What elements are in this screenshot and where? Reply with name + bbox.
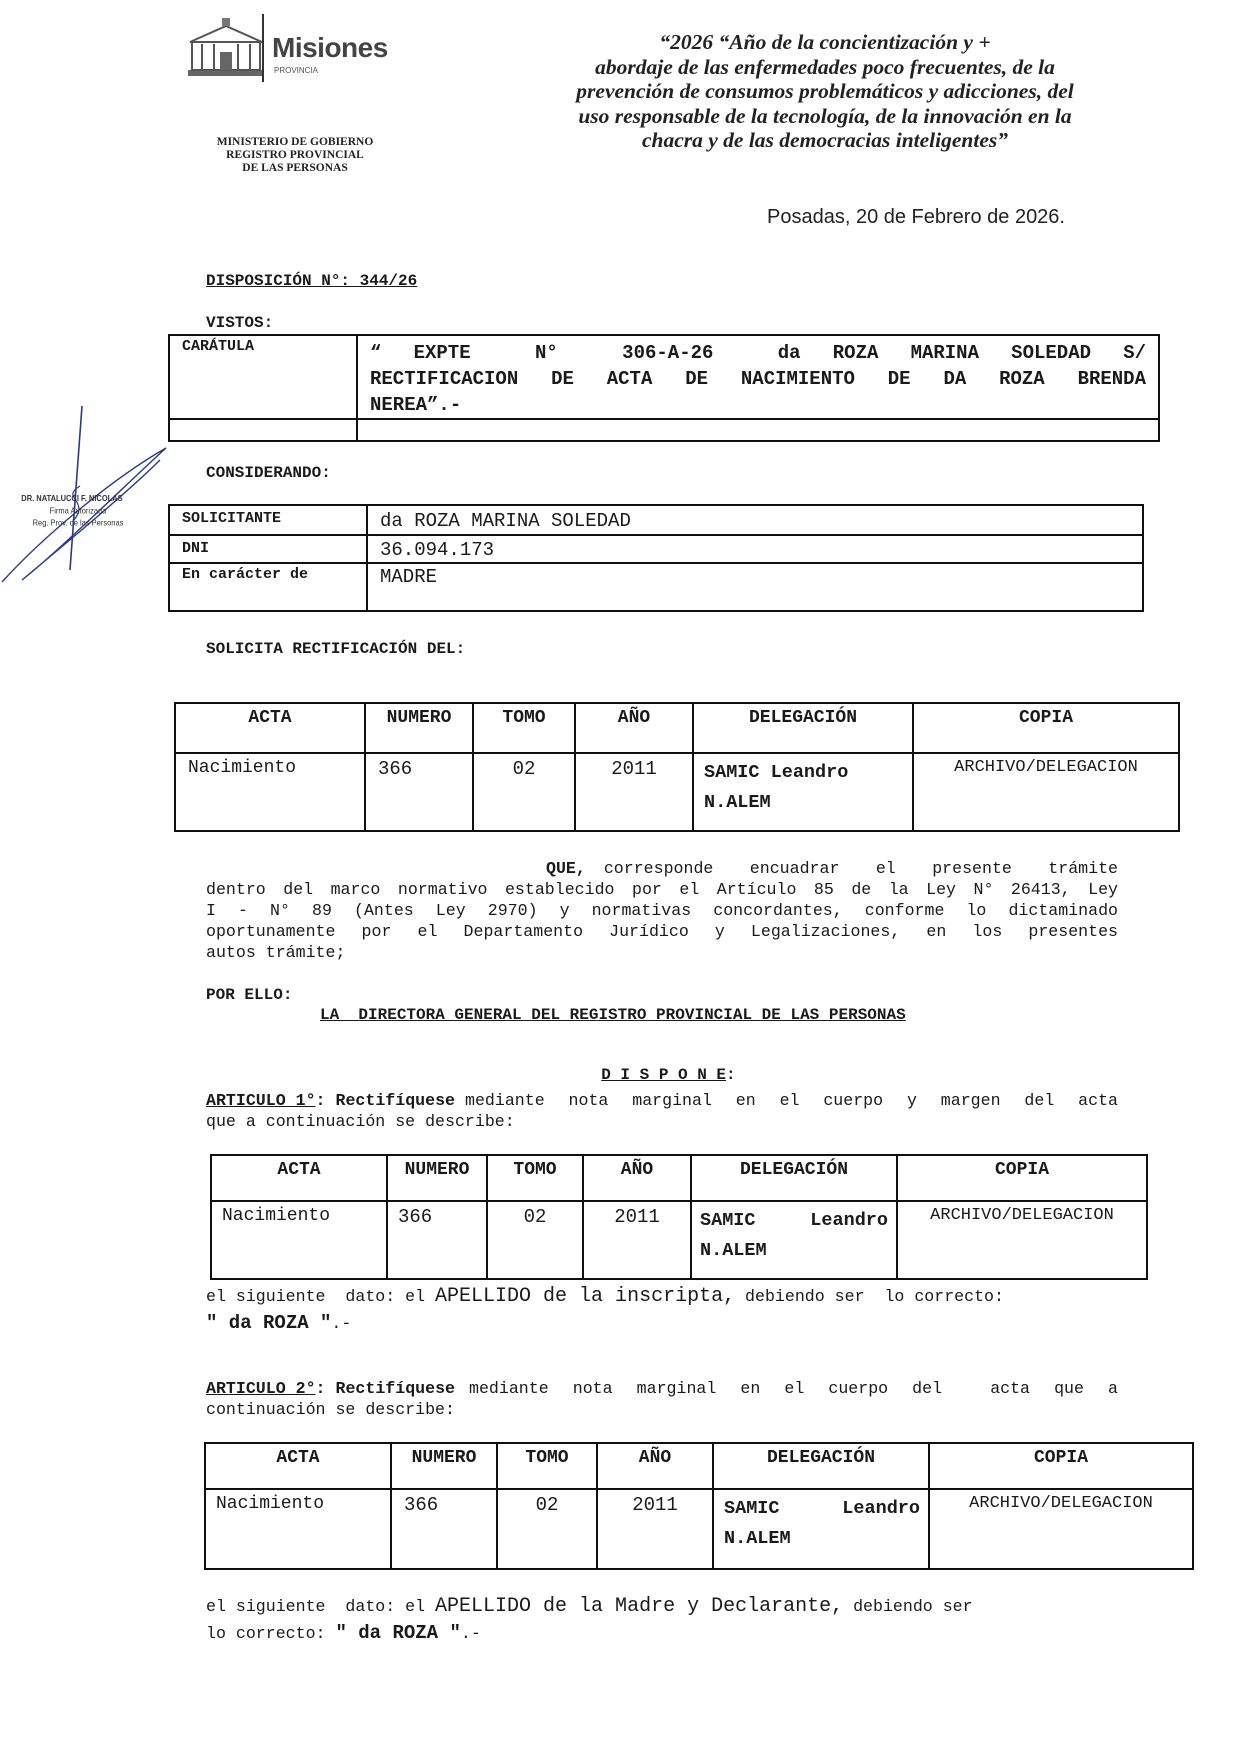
que-lead: QUE, bbox=[546, 859, 586, 878]
articulo-2-text bbox=[206, 1378, 1118, 1420]
caracter-value: MADRE bbox=[380, 566, 438, 588]
acta-value: Nacimiento bbox=[216, 1494, 325, 1514]
signature-stamp bbox=[21, 492, 128, 528]
caratula-value-cell bbox=[357, 335, 1159, 419]
col-delegacion-header: DELEGACIÓN bbox=[693, 703, 913, 753]
cell-copia bbox=[897, 1201, 1147, 1279]
caratula-line: “ EXPTE N° 306-A-26 da ROZA MARINA SOLEDAD S/ bbox=[370, 342, 1146, 364]
motto-line: prevención de consumos problemáticos y adicciones, del bbox=[576, 79, 1074, 103]
articulo-2-after-big: APELLIDO de la Madre y Declarante, bbox=[435, 1595, 844, 1618]
col-delegacion-header: DELEGACIÓN bbox=[713, 1443, 929, 1489]
articulo-2-tail: .- bbox=[460, 1624, 481, 1643]
cell-copia bbox=[913, 753, 1179, 831]
cell-numero bbox=[365, 753, 473, 831]
acta-value: Nacimiento bbox=[188, 758, 297, 778]
caratula-line: NEREA”.- bbox=[370, 394, 462, 416]
cell-tomo bbox=[497, 1489, 597, 1569]
articulo-1-colon: : bbox=[315, 1091, 326, 1110]
solicitante-label-cell bbox=[169, 505, 367, 535]
col-copia-header: COPIA bbox=[897, 1155, 1147, 1201]
solicitante-value-cell bbox=[367, 505, 1143, 535]
caracter-value-cell bbox=[367, 563, 1143, 611]
articulo-2-line bbox=[206, 1378, 1118, 1399]
delegacion-line: N.ALEM bbox=[704, 792, 771, 813]
considerando-table bbox=[168, 504, 1144, 612]
considerando-heading: CONSIDERANDO: bbox=[206, 464, 331, 482]
acta-table-articulo-2 bbox=[204, 1442, 1194, 1570]
cell-numero bbox=[391, 1489, 497, 1569]
building-logo-icon bbox=[186, 16, 266, 80]
signature-stamp-line: Reg. Prov. de las Personas bbox=[32, 517, 124, 528]
logo bbox=[186, 14, 406, 84]
dni-label-cell bbox=[169, 535, 367, 563]
anio-value: 2011 bbox=[614, 1206, 660, 1228]
dni-value-cell bbox=[367, 535, 1143, 563]
articulo-2-text1: mediante nota marginal en el cuerpo del acta que a bbox=[469, 1379, 1118, 1398]
anio-value: 2011 bbox=[632, 1494, 678, 1516]
cell-numero bbox=[387, 1201, 487, 1279]
articulo-2-correct-line bbox=[206, 1620, 1136, 1647]
col-tomo-header: TOMO bbox=[497, 1443, 597, 1489]
caratula-table bbox=[168, 334, 1160, 442]
col-copia-header: COPIA bbox=[913, 703, 1179, 753]
numero-value: 366 bbox=[404, 1494, 439, 1516]
motto-line: abordaje de las enfermedades poco frecuentes, de la bbox=[595, 54, 1055, 79]
ministry-line: MINISTERIO DE GOBIERNO bbox=[216, 136, 374, 148]
caracter-label-cell bbox=[169, 563, 367, 611]
signature-stamp-line: Firma Autorizada bbox=[49, 505, 107, 516]
solicitante-label: SOLICITANTE bbox=[182, 510, 282, 527]
cell-acta bbox=[205, 1489, 391, 1569]
que-line: I - N° 89 (Antes Ley 2970) y normativas concordantes, conforme lo dictaminado bbox=[206, 901, 1118, 920]
motto-line: “2026 “Año de la concientización y + bbox=[659, 30, 991, 54]
vistos-heading: VISTOS: bbox=[206, 314, 274, 332]
dispone-heading bbox=[582, 1048, 736, 1084]
col-tomo-header: TOMO bbox=[487, 1155, 583, 1201]
delegacion-line: N.ALEM bbox=[724, 1528, 791, 1549]
col-numero-header: NUMERO bbox=[391, 1443, 497, 1489]
cell-delegacion bbox=[713, 1489, 929, 1569]
articulo-1-text1: mediante nota marginal en el cuerpo y margen del acta bbox=[465, 1091, 1118, 1110]
tomo-value: 02 bbox=[512, 758, 536, 780]
ministry-line: DE LAS PERSONAS bbox=[242, 162, 348, 174]
delegacion-line: N.ALEM bbox=[700, 1240, 767, 1261]
motto bbox=[500, 30, 1150, 153]
caratula-line: RECTIFICACION DE ACTA DE NACIMIENTO DE DA ROZA BRENDA bbox=[370, 368, 1146, 390]
cell-tomo bbox=[487, 1201, 583, 1279]
motto-line: uso responsable de la tecnología, de la innovación en la bbox=[578, 103, 1072, 128]
caratula-empty-cell bbox=[169, 419, 357, 441]
acta-table-articulo-1 bbox=[210, 1154, 1148, 1280]
articulo-2-correct: " da ROZA " bbox=[335, 1622, 461, 1644]
acta-table-solicitud bbox=[174, 702, 1180, 832]
que-line: oportunamente por el Departamento Jurídico y Legalizaciones, en los presentes bbox=[206, 922, 1118, 941]
numero-value: 366 bbox=[398, 1206, 433, 1228]
que-line: corresponde encuadrar el presente trámite bbox=[603, 859, 1118, 878]
col-acta-header: ACTA bbox=[211, 1155, 387, 1201]
articulo-1-after-b: debiendo ser lo correcto: bbox=[735, 1287, 1004, 1306]
logo-sub: PROVINCIA bbox=[274, 66, 319, 75]
dni-label: DNI bbox=[182, 540, 210, 557]
articulo-1-tail: .- bbox=[331, 1314, 352, 1333]
articulo-1-label: ARTICULO 1° bbox=[206, 1091, 316, 1110]
articulo-1-text bbox=[206, 1090, 1118, 1132]
ministry-block bbox=[200, 136, 390, 175]
articulo-2-text2: continuación se describe: bbox=[206, 1400, 455, 1419]
dispone-colon: : bbox=[726, 1066, 736, 1084]
que-line: dentro del marco normativo establecido por el Artículo 85 de la Ley N° 26413, Ley bbox=[206, 880, 1118, 899]
cell-acta bbox=[175, 753, 365, 831]
copia-value: ARCHIVO/DELEGACION bbox=[930, 1206, 1114, 1225]
cell-anio bbox=[575, 753, 693, 831]
dispone-text: D I S P O N E bbox=[601, 1066, 727, 1084]
ministry-line: REGISTRO PROVINCIAL bbox=[226, 149, 364, 161]
articulo-1-result bbox=[206, 1284, 1136, 1337]
articulo-2-line2-a: lo correcto: bbox=[206, 1624, 336, 1643]
cell-delegacion bbox=[691, 1201, 897, 1279]
signature-stamp-line: DR. NATALUCCI F. NICOLAS bbox=[21, 493, 123, 504]
solicita-heading: SOLICITA RECTIFICACIÓN DEL: bbox=[206, 640, 466, 658]
delegacion-line: SAMIC Leandro bbox=[700, 1210, 888, 1231]
copia-value: ARCHIVO/DELEGACION bbox=[954, 758, 1138, 777]
directora-heading: LA DIRECTORA GENERAL DEL REGISTRO PROVINCIAL DE LAS PERSONAS bbox=[320, 1006, 906, 1024]
articulo-2-after-a: el siguiente dato: el bbox=[206, 1597, 436, 1616]
cell-delegacion bbox=[693, 753, 913, 831]
col-anio-header: AÑO bbox=[583, 1155, 691, 1201]
articulo-1-result-line bbox=[206, 1284, 1136, 1310]
articulo-1-after-big: APELLIDO de la inscripta, bbox=[435, 1285, 736, 1308]
col-anio-header: AÑO bbox=[575, 703, 693, 753]
logo-name: Misiones bbox=[272, 32, 388, 63]
col-delegacion-header: DELEGACIÓN bbox=[691, 1155, 897, 1201]
solicitante-value: da ROZA MARINA SOLEDAD bbox=[380, 510, 631, 532]
articulo-2-colon: : bbox=[315, 1379, 326, 1398]
articulo-1-correct: " da ROZA " bbox=[206, 1312, 332, 1334]
caratula-label-cell bbox=[169, 335, 357, 419]
col-copia-header: COPIA bbox=[929, 1443, 1193, 1489]
col-anio-header: AÑO bbox=[597, 1443, 713, 1489]
que-line: autos trámite; bbox=[206, 943, 346, 962]
col-acta-header: ACTA bbox=[175, 703, 365, 753]
col-numero-header: NUMERO bbox=[387, 1155, 487, 1201]
motto-line: chacra y de las democracias inteligentes” bbox=[641, 128, 1009, 152]
articulo-1-line bbox=[206, 1090, 1118, 1111]
articulo-2-result-line bbox=[206, 1594, 1136, 1620]
articulo-1-correct-line bbox=[206, 1310, 1136, 1337]
numero-value: 366 bbox=[378, 758, 413, 780]
articulo-2-label: ARTICULO 2° bbox=[206, 1379, 316, 1398]
cell-acta bbox=[211, 1201, 387, 1279]
dni-value: 36.094.173 bbox=[380, 539, 495, 561]
que-first-line bbox=[206, 858, 1118, 879]
articulo-2-result bbox=[206, 1594, 1136, 1647]
delegacion-line: SAMIC Leandro bbox=[704, 762, 849, 783]
cell-anio bbox=[597, 1489, 713, 1569]
que-paragraph bbox=[206, 858, 1118, 963]
col-acta-header: ACTA bbox=[205, 1443, 391, 1489]
col-tomo-header: TOMO bbox=[473, 703, 575, 753]
col-numero-header: NUMERO bbox=[365, 703, 473, 753]
disposicion-number: DISPOSICIÓN N°: 344/26 bbox=[206, 272, 418, 290]
articulo-1-text2: que a continuación se describe: bbox=[206, 1112, 515, 1131]
copia-value: ARCHIVO/DELEGACION bbox=[969, 1494, 1153, 1513]
cell-tomo bbox=[473, 753, 575, 831]
delegacion-line: SAMIC Leandro bbox=[724, 1498, 920, 1519]
cell-anio bbox=[583, 1201, 691, 1279]
articulo-1-after-a: el siguiente dato: el bbox=[206, 1287, 436, 1306]
tomo-value: 02 bbox=[523, 1206, 547, 1228]
tomo-value: 02 bbox=[535, 1494, 559, 1516]
cell-copia bbox=[929, 1489, 1193, 1569]
por-ello-heading: POR ELLO: bbox=[206, 986, 293, 1004]
caracter-label: En carácter de bbox=[182, 566, 309, 583]
anio-value: 2011 bbox=[611, 758, 657, 780]
logo-divider bbox=[262, 14, 264, 82]
acta-value: Nacimiento bbox=[222, 1206, 331, 1226]
articulo-1-verb: Rectifíquese bbox=[335, 1091, 456, 1110]
caratula-empty-cell bbox=[357, 419, 1159, 441]
articulo-2-verb: Rectifíquese bbox=[335, 1379, 456, 1398]
articulo-2-after-b: debiendo ser bbox=[843, 1597, 973, 1616]
document-date: Posadas, 20 de Febrero de 2026. bbox=[767, 206, 1065, 228]
caratula-label: CARÁTULA bbox=[182, 338, 255, 355]
